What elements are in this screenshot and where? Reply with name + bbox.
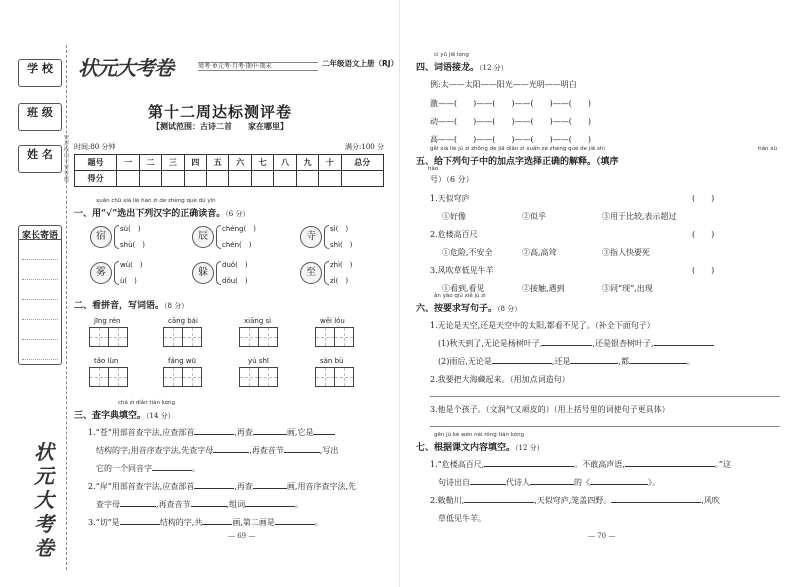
q6-pinyin: àn yāo qiú xiě jù zi bbox=[434, 293, 486, 299]
char-circle: 寺 bbox=[300, 226, 322, 248]
answer-blank[interactable] bbox=[625, 459, 715, 467]
text: 1.“危楼高百尺, bbox=[430, 460, 485, 469]
choice[interactable]: ③同“现”,出现 bbox=[602, 284, 653, 293]
header-cell: 二 bbox=[139, 155, 161, 171]
q7-line bbox=[430, 495, 720, 506]
answer-blank[interactable] bbox=[194, 481, 234, 489]
grid-pinyin: tǎo lùn bbox=[94, 357, 119, 365]
header-cell: 四 bbox=[184, 155, 206, 171]
grade-label: 二年级语文上册（RJ） bbox=[322, 59, 399, 68]
q6-score: （8 分） bbox=[497, 305, 522, 313]
text: 。 bbox=[314, 518, 323, 527]
choice[interactable]: ②高,高耸 bbox=[522, 248, 557, 257]
text: 3.“切”是 bbox=[88, 518, 120, 527]
score-row-label: 得分 bbox=[75, 171, 117, 187]
char-circle: 辰 bbox=[192, 226, 214, 248]
score-cell[interactable] bbox=[117, 171, 139, 187]
answer-blank[interactable] bbox=[313, 427, 335, 435]
grid-pinyin: yú shī bbox=[248, 357, 269, 365]
score-cell[interactable] bbox=[319, 171, 341, 187]
text: ,再查音节 bbox=[249, 446, 284, 455]
page-number: — 70 — bbox=[588, 532, 616, 540]
answer-blank[interactable] bbox=[120, 517, 160, 525]
text: 画,第二画是 bbox=[232, 518, 275, 527]
answer-blank[interactable] bbox=[530, 477, 574, 485]
q4-row[interactable]: 动——( )——( )——( )——( ) bbox=[430, 117, 591, 126]
writing-grid[interactable] bbox=[240, 367, 278, 387]
page-title: 第十二周达标测评卷 bbox=[147, 103, 292, 121]
grid-pinyin: cāng bái bbox=[168, 317, 198, 325]
writing-grid[interactable] bbox=[90, 367, 128, 387]
answer-paren[interactable]: ( ) bbox=[692, 230, 715, 239]
answer-blank[interactable] bbox=[213, 445, 249, 453]
answer-blank[interactable] bbox=[484, 459, 574, 467]
q4-title-text: 四、词语接龙。 bbox=[416, 63, 480, 73]
pinyin-option[interactable]: duǒ( ) bbox=[222, 261, 248, 269]
char-circle: 躲 bbox=[192, 262, 214, 284]
q3-line bbox=[96, 463, 200, 474]
strip-logo: 状元大考卷 bbox=[34, 440, 54, 560]
q4-row[interactable]: 高——( )——( )——( )——( ) bbox=[430, 135, 591, 144]
header-cell: 五 bbox=[207, 155, 229, 171]
header-cell: 一 bbox=[117, 155, 139, 171]
header-cell: 七 bbox=[251, 155, 273, 171]
q2-score: （8 分） bbox=[164, 302, 189, 310]
parent-message-label: 家长寄语 bbox=[19, 226, 61, 240]
writing-grid[interactable] bbox=[164, 327, 202, 347]
text: ,天似穹庐,笼盖四野。 bbox=[534, 496, 612, 505]
name-label: 姓 名 bbox=[27, 148, 53, 161]
class-field[interactable] bbox=[18, 103, 62, 131]
full-score-label: 满分:100 分 bbox=[345, 143, 384, 151]
pinyin-option[interactable]: sù( ) bbox=[120, 225, 141, 233]
text: 》。 bbox=[648, 478, 660, 487]
answer-blank[interactable] bbox=[120, 499, 156, 507]
name-field[interactable] bbox=[18, 145, 62, 173]
header-cell: 总分 bbox=[341, 155, 383, 171]
answer-blank[interactable] bbox=[253, 427, 287, 435]
header-cell: 九 bbox=[296, 155, 318, 171]
q2-title bbox=[74, 298, 188, 311]
q6-line: 2.我要把大海藏起来。（用加点词造句） bbox=[430, 375, 570, 384]
answer-line[interactable] bbox=[430, 426, 780, 427]
answer-blank[interactable] bbox=[464, 495, 534, 503]
pinyin-option[interactable]: wù( ) bbox=[120, 261, 143, 269]
choice[interactable]: ③用于比较,表示超过 bbox=[602, 212, 677, 221]
binding-strip bbox=[14, 45, 70, 570]
school-field[interactable] bbox=[18, 59, 62, 87]
series-text: 周考·单元考·月考·期中·期末 bbox=[198, 63, 272, 70]
header-cell: 六 bbox=[229, 155, 251, 171]
answer-blank[interactable] bbox=[275, 517, 315, 525]
grid-pinyin: jīng rén bbox=[94, 317, 121, 325]
parent-message-box[interactable] bbox=[18, 225, 62, 365]
q4-title bbox=[416, 60, 508, 73]
grid-pinyin: sàn bù bbox=[320, 357, 344, 365]
answer-blank[interactable] bbox=[492, 356, 552, 364]
text: 。 bbox=[686, 357, 695, 366]
text: ,再查音节 bbox=[156, 500, 191, 509]
char-circle: 宿 bbox=[90, 226, 112, 248]
choice[interactable]: ②接触,遇到 bbox=[522, 284, 565, 293]
score-cell[interactable] bbox=[251, 171, 273, 187]
header-cell: 题号 bbox=[75, 155, 117, 171]
text: 2.敕勒川, bbox=[430, 496, 465, 505]
score-cell[interactable] bbox=[229, 171, 251, 187]
answer-blank[interactable] bbox=[191, 499, 227, 507]
choice[interactable]: ①好像 bbox=[442, 212, 466, 221]
test-scope: 【测试范围：古诗二首 家在哪里】 bbox=[152, 121, 288, 131]
pinyin-option[interactable]: dǒu( ) bbox=[222, 277, 248, 285]
score-cell[interactable] bbox=[184, 171, 206, 187]
time-bar bbox=[74, 142, 384, 152]
q3-title bbox=[74, 408, 175, 421]
pinyin-option[interactable]: chén( ) bbox=[222, 241, 252, 249]
score-cell[interactable] bbox=[296, 171, 318, 187]
writing-grid[interactable] bbox=[316, 367, 354, 387]
series-bar bbox=[198, 62, 318, 71]
text: 。 bbox=[295, 500, 304, 509]
answer-blank[interactable] bbox=[202, 517, 232, 525]
q4-score: （12 分） bbox=[479, 64, 508, 72]
q3-line bbox=[96, 445, 338, 456]
q7-line: 草低见牛羊。 bbox=[438, 514, 486, 523]
q3-line bbox=[88, 481, 356, 492]
q1-score: （6 分） bbox=[225, 210, 250, 218]
q7-line bbox=[430, 459, 731, 470]
q2-title-text: 二、看拼音，写词语。 bbox=[74, 301, 165, 311]
q6-line bbox=[438, 356, 695, 367]
text: 结构的字;用音序查字法,先查字母 bbox=[96, 446, 214, 455]
pinyin-option[interactable]: shù( ) bbox=[120, 241, 145, 249]
q7-title bbox=[416, 440, 544, 453]
text: ,风吹 bbox=[701, 496, 720, 505]
text: ,都 bbox=[618, 357, 629, 366]
seal-line-text: 密 封 线 内 不 要 答 题 bbox=[64, 135, 70, 183]
text: ,写出 bbox=[319, 446, 339, 455]
pinyin-option[interactable]: sì( ) bbox=[330, 225, 349, 233]
grid-pinyin: wēi lóu bbox=[320, 317, 345, 325]
q7-pinyin: gēn jù kè wén nèi róng tián kòng bbox=[434, 432, 525, 438]
text: ,组词 bbox=[226, 500, 246, 509]
q3-score: （14 分） bbox=[146, 412, 175, 420]
q4-pinyin: cí yǔ jiē lóng bbox=[434, 52, 469, 58]
answer-blank[interactable] bbox=[470, 477, 506, 485]
pinyin-option[interactable]: ù( ) bbox=[120, 277, 137, 285]
writing-grid[interactable] bbox=[240, 327, 278, 347]
q1-title bbox=[74, 206, 249, 219]
grid-pinyin: xiāng sì bbox=[244, 317, 272, 325]
answer-blank[interactable] bbox=[629, 356, 687, 364]
brand-logo: 状元大考卷 bbox=[78, 56, 173, 80]
answer-blank[interactable] bbox=[152, 463, 192, 471]
text: 2.“岸”用部首查字法,应查部首 bbox=[88, 482, 195, 491]
text: 句诗出自 bbox=[438, 478, 470, 487]
answer-blank[interactable] bbox=[194, 427, 234, 435]
text: 画,它是 bbox=[286, 428, 314, 437]
q5-sentence: 3.风吹草低见牛羊 bbox=[430, 266, 494, 275]
q1-pinyin: xuǎn chū xià liè hàn zì de zhèng què dú yīn bbox=[96, 198, 216, 204]
q6-line: 3.他是个孩子。（文润气又顽皮的）（用上括号里的词使句子更具体） bbox=[430, 405, 670, 414]
q5-sentence: 1.天似穹庐 bbox=[430, 194, 470, 203]
answer-blank[interactable] bbox=[570, 356, 618, 364]
q3-title-text: 三、查字典填空。 bbox=[74, 411, 147, 421]
choice[interactable]: ②似乎 bbox=[522, 212, 546, 221]
q5-title: 五、给下列句子中的加点字选择正确的解释。（填序 bbox=[416, 157, 619, 167]
text: ,再查 bbox=[234, 428, 253, 437]
text: 代诗人 bbox=[506, 478, 530, 487]
score-cell[interactable] bbox=[162, 171, 184, 187]
text: ,还是 bbox=[551, 357, 571, 366]
text: 查字母 bbox=[96, 500, 120, 509]
text: ,再查 bbox=[234, 482, 253, 491]
answer-blank[interactable] bbox=[542, 338, 592, 346]
text: 。 bbox=[192, 464, 200, 473]
q7-line bbox=[438, 477, 660, 488]
text: 画,用音序查字法,先 bbox=[286, 482, 356, 491]
q5-sentence: 2.危楼高百尺 bbox=[430, 230, 478, 239]
text: 。”这 bbox=[714, 460, 731, 469]
right-page bbox=[400, 0, 800, 587]
header-cell: 八 bbox=[274, 155, 296, 171]
choice[interactable]: ①看到,看见 bbox=[442, 284, 485, 293]
q6-line: 1.无论是天空,还是天空中的太阳,都看不见了。（补全下面句子） bbox=[430, 321, 655, 330]
score-cell[interactable] bbox=[341, 171, 383, 187]
school-label: 学 校 bbox=[27, 62, 53, 75]
grid-pinyin: fáng wū bbox=[168, 357, 197, 365]
time-label: 时间:80 分钟 bbox=[74, 143, 116, 151]
header-cell: 十 bbox=[319, 155, 341, 171]
q5-pinyin-3: hào bbox=[428, 166, 439, 172]
writing-grid[interactable] bbox=[90, 327, 128, 347]
writing-grid[interactable] bbox=[316, 327, 354, 347]
choice[interactable]: ③指人快要死 bbox=[602, 248, 650, 257]
answer-line[interactable] bbox=[430, 396, 780, 397]
q6-title bbox=[416, 301, 521, 314]
pinyin-option[interactable]: chéng( ) bbox=[222, 225, 256, 233]
text: 。不敢高声语, bbox=[574, 460, 625, 469]
text: ,还是银杏树叶子, bbox=[592, 339, 654, 348]
answer-blank[interactable] bbox=[245, 499, 295, 507]
answer-paren[interactable]: ( ) bbox=[692, 266, 715, 275]
q3-line bbox=[96, 499, 303, 510]
answer-paren[interactable]: ( ) bbox=[692, 194, 715, 203]
answer-blank[interactable] bbox=[284, 445, 320, 453]
header-cell: 三 bbox=[162, 155, 184, 171]
q5-pinyin-2: tián xù bbox=[758, 146, 778, 152]
q5-title-2: 号）（6 分） bbox=[430, 175, 474, 184]
pinyin-option[interactable]: shì( ) bbox=[330, 241, 353, 249]
score-cell[interactable] bbox=[274, 171, 296, 187]
text: (2)雨后,无论是 bbox=[438, 357, 492, 366]
answer-blank[interactable] bbox=[654, 338, 714, 346]
class-label: 班 级 bbox=[27, 106, 53, 119]
q6-line bbox=[438, 338, 714, 349]
answer-blank[interactable] bbox=[611, 495, 701, 503]
char-circle: 雾 bbox=[90, 262, 112, 284]
q6-title-text: 六、按要求写句子。 bbox=[416, 304, 498, 314]
q7-title-text: 七、根据课文内容填空。 bbox=[416, 443, 516, 453]
q7-score: （12 分） bbox=[515, 444, 544, 452]
q3-line bbox=[88, 427, 335, 438]
text: (1)秋天到了,无论是杨树叶子, bbox=[438, 339, 543, 348]
q3-line bbox=[88, 517, 323, 528]
char-circle: 至 bbox=[300, 262, 322, 284]
writing-grid[interactable] bbox=[164, 367, 202, 387]
q1-title-text: 一、用“√”选出下列汉字的正确读音。 bbox=[74, 209, 226, 219]
answer-blank[interactable] bbox=[590, 477, 648, 485]
pinyin-option[interactable]: zhì( ) bbox=[330, 261, 353, 269]
pinyin-option[interactable]: zì( ) bbox=[330, 277, 349, 285]
q5-pinyin: gěi xià liè jù zi zhōng de jiā diǎn zì xuǎn zé zhèng què de jiě shì bbox=[430, 146, 605, 152]
choice[interactable]: ①危险,不安全 bbox=[442, 248, 493, 257]
text: 1.“苍”用部首查字法,应查部首 bbox=[88, 428, 195, 437]
text: 结构的字,共 bbox=[159, 518, 203, 527]
score-table bbox=[74, 154, 384, 187]
text: 它的一个同音字 bbox=[96, 464, 152, 473]
q3-pinyin: chá zì diǎn tián kòng bbox=[118, 400, 176, 406]
score-cell[interactable] bbox=[139, 171, 161, 187]
q4-row[interactable]: 激——( )——( )——( )——( ) bbox=[430, 99, 591, 108]
q4-example: 例:太——太阳——阳光——光明——明白 bbox=[430, 80, 577, 89]
answer-blank[interactable] bbox=[253, 481, 287, 489]
page-number: — 69 — bbox=[228, 532, 256, 540]
text: 的《 bbox=[574, 478, 590, 487]
seal-line bbox=[66, 45, 67, 570]
score-cell[interactable] bbox=[207, 171, 229, 187]
